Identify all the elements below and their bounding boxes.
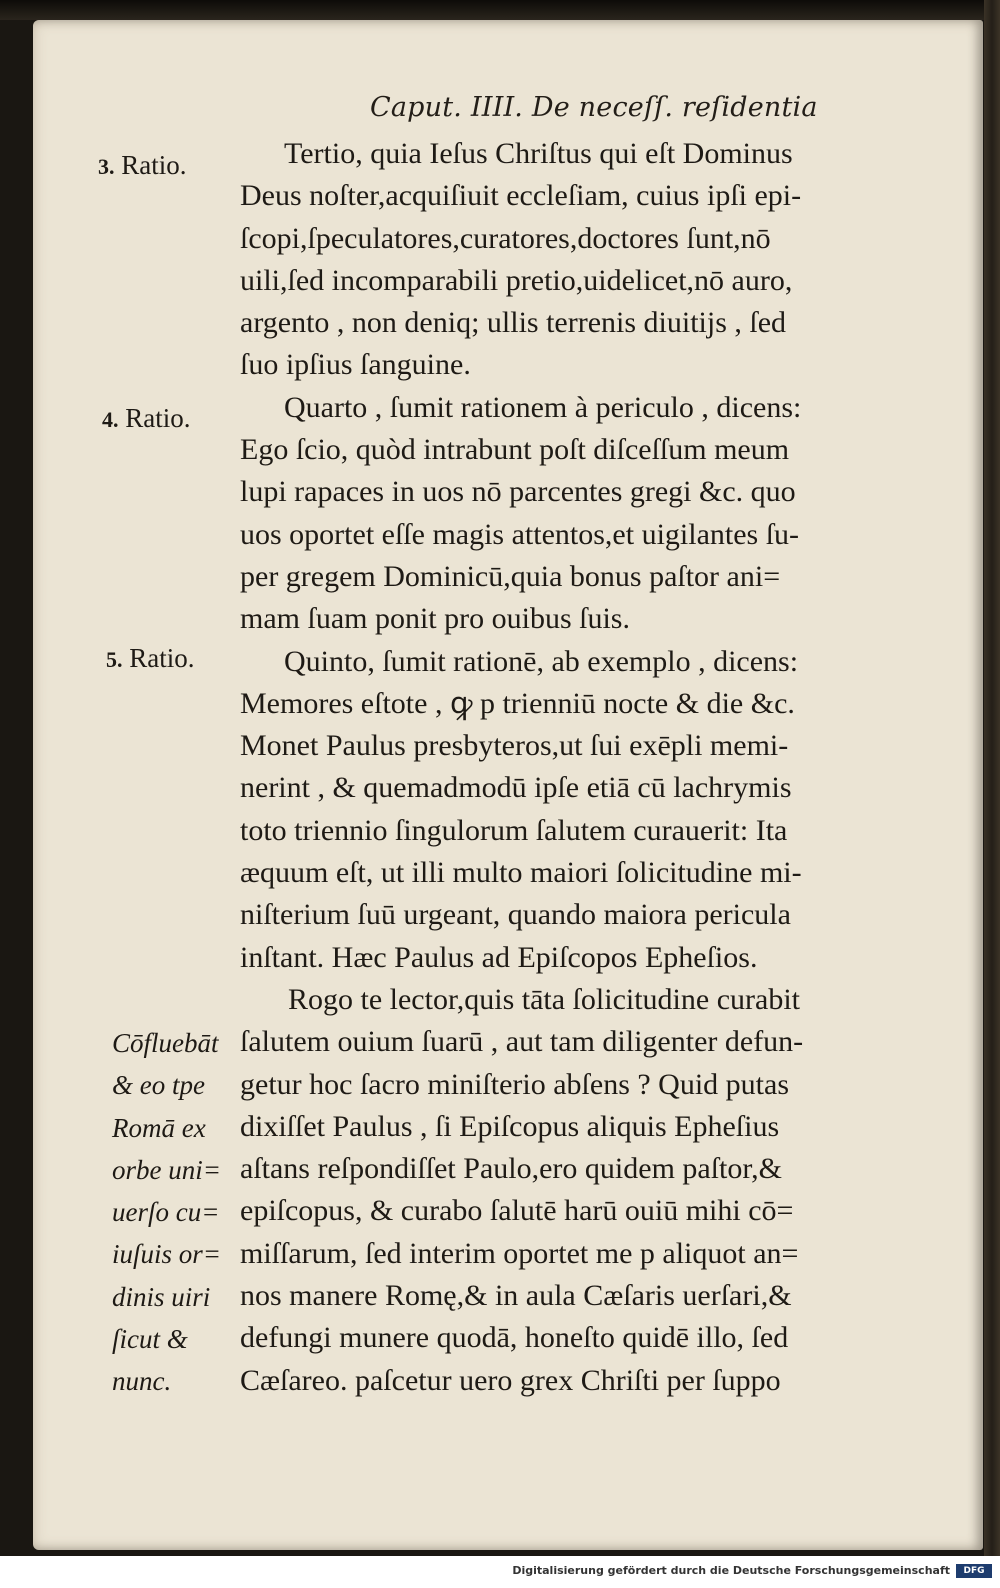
margin-label-5 <box>106 643 195 674</box>
text-line: nos manere Romę,& in aula Cæſaris uerſari,& <box>240 1279 792 1313</box>
margin-label-word: Ratio. <box>121 150 187 180</box>
text-line: getur hoc ſacro miniſterio abſens ? Quid putas <box>240 1067 790 1101</box>
footer-credit: Digitalisierung gefördert durch die Deutsche Forschungsgemeinschaft <box>512 1564 950 1577</box>
marginal-note-line: nunc. <box>112 1366 172 1397</box>
marginal-note-line: & eo tpe <box>112 1070 205 1101</box>
text-line: Quarto , ſumit rationem à periculo , dicens: <box>284 390 802 424</box>
text-line: Monet Paulus presbyteros,ut ſui exēpli memi- <box>240 729 789 763</box>
margin-label-number: 5. <box>106 647 123 672</box>
text-line: aſtans reſpondiſſet Paulo,ero quidem paſtor,& <box>240 1152 783 1186</box>
text-line: uili,ſed incomparabili pretio,uidelicet,nō auro, <box>240 263 793 297</box>
digitization-footer <box>0 1556 1000 1588</box>
text-line: per gregem Dominicū,quia bonus paſtor ani= <box>240 559 781 593</box>
text-line: Rogo te lector,quis tāta ſolicitudine curabit <box>288 982 800 1016</box>
margin-label-number: 3. <box>98 154 115 179</box>
text-line: Memores eſtote , ꝙ p trienniū nocte & die &c. <box>240 686 795 720</box>
marginal-note-line: ſicut & <box>112 1324 188 1355</box>
text-line: dixiſſet Paulus , ſi Epiſcopus aliquis Epheſius <box>240 1109 780 1143</box>
text-line: miſſarum, ſed interim oportet me p aliquot an= <box>240 1236 799 1270</box>
text-line: argento , non deniq; ullis terrenis diuitijs , ſed <box>240 306 787 340</box>
text-line: Quinto, ſumit rationē, ab exemplo , dicens: <box>284 644 799 678</box>
text-line: æquum eſt, ut illi multo maiori ſolicitudine mi- <box>240 856 802 890</box>
text-line: inſtant. Hæc Paulus ad Epiſcopos Epheſios. <box>240 940 758 974</box>
text-line: niſterium ſuū urgeant, quando maiora pericula <box>240 898 791 932</box>
dfg-logo: DFG <box>956 1564 992 1578</box>
text-line: toto triennio ſingulorum ſalutem curauerit: Ita <box>240 813 788 847</box>
margin-label-4 <box>102 403 191 434</box>
text-line: ſcopi,ſpeculatores,curatores,doctores ſunt,nō <box>240 221 771 255</box>
running-header: Caput. IIII. De neceſſ. reſidentia <box>370 92 818 123</box>
margin-label-word: Ratio. <box>129 643 195 673</box>
body-text <box>240 133 940 1402</box>
text-line: Deus noſter,acquiſiuit eccleſiam, cuius ipſi epi- <box>240 179 802 213</box>
margin-label-3 <box>98 150 187 181</box>
text-line: Tertio, quia Ieſus Chriſtus qui eſt Dominus <box>284 137 793 170</box>
book-edge-top <box>0 0 1000 20</box>
text-line: mam ſuam ponit pro ouibus ſuis. <box>240 602 630 636</box>
text-line: defungi munere quodā, honeſto quidē illo, ſed <box>240 1321 789 1355</box>
marginal-note-line: iuſuis or= <box>112 1239 221 1270</box>
text-line: uos oportet eſſe magis attentos,et uigilantes ſu- <box>240 517 800 551</box>
text-line: nerint , & quemadmodū ipſe etiā cū lachrymis <box>240 771 792 805</box>
margin-label-number: 4. <box>102 407 119 432</box>
text-line: ſalutem ouium ſuarū , aut tam diligenter defun- <box>240 1025 804 1059</box>
book-edge-right <box>984 0 1000 1556</box>
marginal-note <box>112 1022 252 1403</box>
marginal-note-line: uerſo cu= <box>112 1197 220 1228</box>
marginal-note-line: orbe uni= <box>112 1154 221 1185</box>
marginal-note-line: dinis uiri <box>112 1281 211 1312</box>
margin-label-word: Ratio. <box>125 403 191 433</box>
text-line: ſuo ipſius ſanguine. <box>240 348 471 382</box>
text-line: epiſcopus, & curabo ſalutē harū ouiū mihi cō= <box>240 1194 794 1228</box>
text-line: Ego ſcio, quòd intrabunt poſt diſceſſum meum <box>240 433 790 467</box>
marginal-note-line: Romā ex <box>112 1112 206 1143</box>
marginal-note-line: Cōfluebāt <box>112 1028 219 1058</box>
text-line: Cæſareo. paſcetur uero grex Chriſti per ſuppo <box>240 1363 781 1397</box>
text-line: lupi rapaces in uos nō parcentes gregi &c. quo <box>240 475 796 509</box>
